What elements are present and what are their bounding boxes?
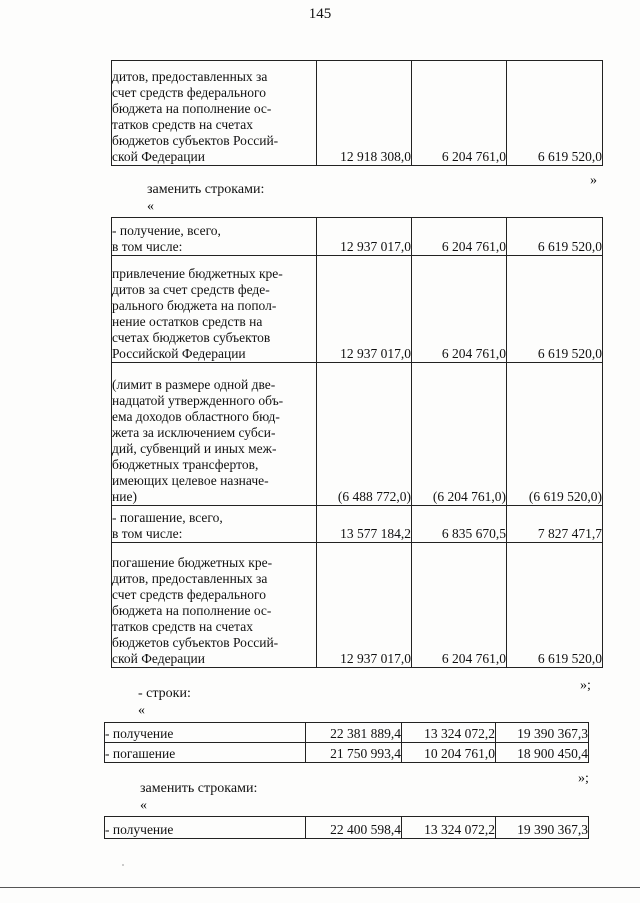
- closing-quote: »;: [578, 771, 589, 786]
- closing-quote: »;: [580, 678, 591, 693]
- row-label: - погашение, всего, в том числе:: [112, 506, 317, 543]
- table-row: [112, 363, 603, 506]
- value-cell: 6 204 761,0: [412, 61, 507, 166]
- value-cell: 21 750 993,4: [306, 743, 402, 763]
- value-cell: 6 835 670,5: [412, 506, 507, 543]
- value-cell: 19 390 367,3: [496, 817, 589, 839]
- table-row: [105, 743, 589, 763]
- value-cell: 13 577 184,2: [317, 506, 412, 543]
- closing-quote: »: [590, 173, 597, 188]
- row-label: - получение: [105, 723, 306, 743]
- replace-instruction: заменить строками:: [147, 182, 265, 197]
- opening-quote: «: [140, 798, 147, 813]
- table-row: [112, 218, 603, 256]
- value-cell: 22 381 889,4: [306, 723, 402, 743]
- row-label: - получение, всего, в том числе:: [112, 218, 317, 256]
- value-cell: 6 204 761,0: [412, 256, 507, 363]
- value-cell: 13 324 072,2: [402, 723, 496, 743]
- rows-instruction: - строки:: [138, 686, 191, 701]
- page-bottom-edge: [0, 887, 640, 888]
- row-label: привлечение бюджетных кре- дитов за счет средств феде- рального бюджета на попол- нение остатков средств на счетах бюджетов субъектов Российской Федерации: [112, 256, 317, 363]
- table-row: [112, 61, 603, 166]
- value-cell: 12 918 308,0: [317, 61, 412, 166]
- value-cell: 12 937 017,0: [317, 218, 412, 256]
- row-label: - погашение: [105, 743, 306, 763]
- value-cell: 12 937 017,0: [317, 256, 412, 363]
- value-cell: 19 390 367,3: [496, 723, 589, 743]
- value-cell: (6 204 761,0): [412, 363, 507, 506]
- value-cell: 6 619 520,0: [507, 543, 603, 668]
- value-cell: 6 619 520,0: [507, 61, 603, 166]
- page-number: 145: [308, 6, 332, 22]
- row-label: дитов, предоставленных за счет средств федерального бюджета на пополнение ос- татков средств на счетах бюджетов субъектов Россий- ской Федерации: [112, 61, 317, 166]
- opening-quote: «: [147, 199, 154, 214]
- value-cell: 22 400 598,4: [306, 817, 402, 839]
- table-row: [105, 723, 589, 743]
- row-label: погашение бюджетных кре- дитов, предоставленных за счет средств федерального бюджета на пополнение ос- татков средств на счетах бюджетов субъектов Россий- ской Федерации: [112, 543, 317, 668]
- value-cell: 10 204 761,0: [402, 743, 496, 763]
- budget-table-continuation: [111, 60, 603, 166]
- value-cell: 6 619 520,0: [507, 256, 603, 363]
- value-cell: 13 324 072,2: [402, 817, 496, 839]
- row-label: - получение: [105, 817, 306, 839]
- table-row: [112, 543, 603, 668]
- table-row: [112, 506, 603, 543]
- receipts-new-table: [104, 816, 589, 839]
- value-cell: (6 619 520,0): [507, 363, 603, 506]
- value-cell: 6 204 761,0: [412, 543, 507, 668]
- value-cell: 18 900 450,4: [496, 743, 589, 763]
- value-cell: 7 827 471,7: [507, 506, 603, 543]
- receipts-repayments-old-table: [104, 722, 589, 763]
- value-cell: 6 619 520,0: [507, 218, 603, 256]
- value-cell: 6 204 761,0: [412, 218, 507, 256]
- scan-speck: [122, 864, 124, 866]
- opening-quote: «: [138, 703, 145, 718]
- value-cell: (6 488 772,0): [317, 363, 412, 506]
- replace-instruction: заменить строками:: [140, 781, 258, 796]
- budget-table-replacement: [111, 217, 603, 668]
- table-row: [112, 256, 603, 363]
- value-cell: 12 937 017,0: [317, 543, 412, 668]
- row-label: (лимит в размере одной две- надцатой утвержденного объ- ема доходов областного бюд- жета за исключением субси- дий, субвенций и иных меж- бюджетных трансфертов, имеющих целевое назначе- ние): [112, 363, 317, 506]
- table-row: [105, 817, 589, 839]
